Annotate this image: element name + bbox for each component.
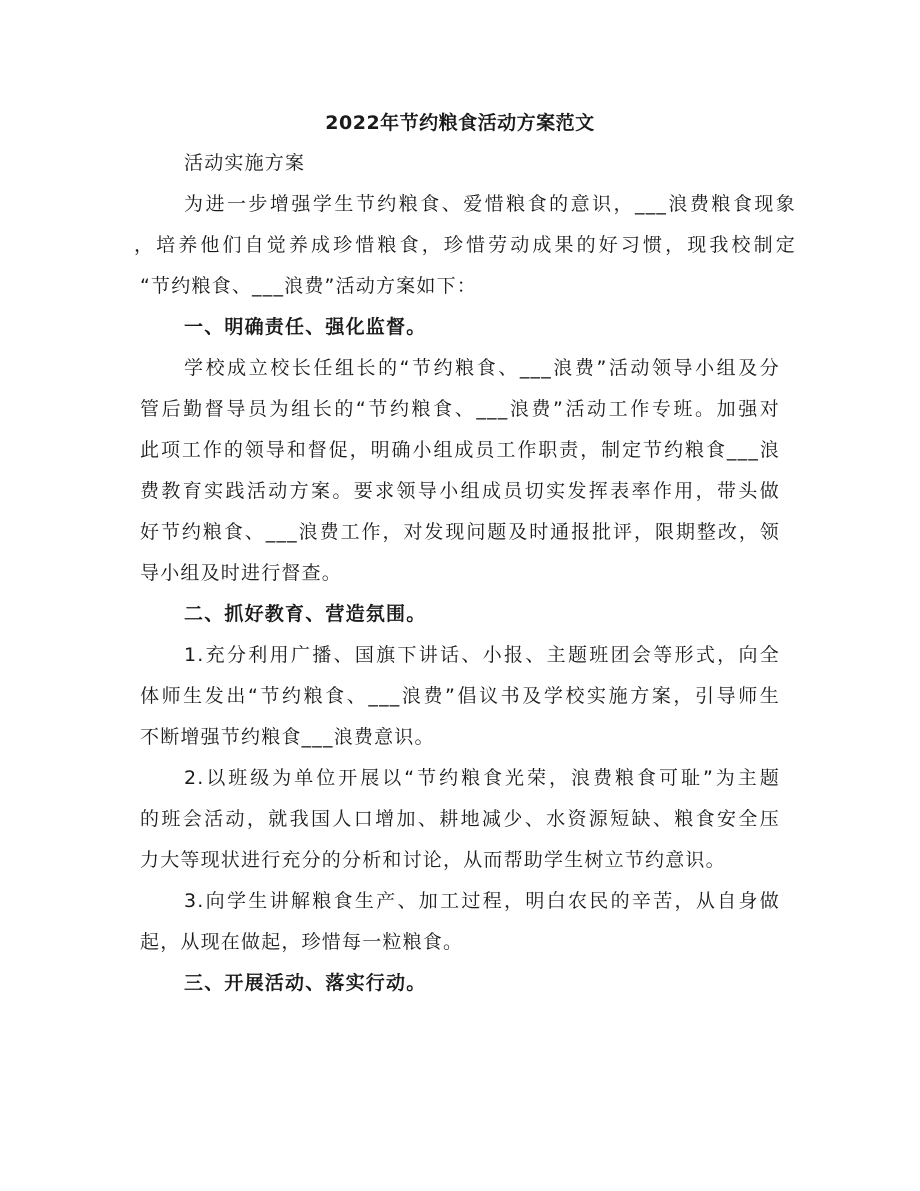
section-heading: 二、抓好教育、营造氛围。	[184, 603, 427, 625]
section-heading: 一、明确责任、强化监督。	[184, 316, 427, 338]
paragraph-line: 的班会活动，就我国人口增加、耕地减少、水资源短缺、粮食安全压	[140, 808, 780, 830]
paragraph-line: 起，从现在做起，珍惜每一粒粮食。	[140, 931, 464, 953]
paragraph-line: 3.向学生讲解粮食生产、加工过程，明白农民的辛苦，从自身做	[184, 890, 780, 912]
paragraph-line: 活动实施方案	[184, 152, 306, 174]
section-heading: 三、开展活动、落实行动。	[184, 972, 427, 994]
paragraph-line: 费教育实践活动方案。要求领导小组成员切实发挥表率作用，带头做	[140, 480, 780, 502]
paragraph-line: 此项工作的领导和督促，明确小组成员工作职责，制定节约粮食___浪	[140, 439, 780, 461]
paragraph-line: 不断增强节约粮食___浪费意识。	[140, 726, 435, 748]
paragraph-line: 好节约粮食、___浪费工作，对发现问题及时通报批评，限期整改，领	[140, 521, 780, 543]
paragraph-line: 1.充分利用广播、国旗下讲话、小报、主题班团会等形式，向全	[184, 644, 780, 666]
paragraph-line: 2.以班级为单位开展以“节约粮食光荣，浪费粮食可耻”为主题	[184, 767, 780, 789]
paragraph-line: 管后勤督导员为组长的“节约粮食、___浪费”活动工作专班。加强对	[140, 398, 780, 420]
paragraph-line: 为进一步增强学生节约粮食、爱惜粮食的意识，___浪费粮食现象	[184, 193, 796, 215]
paragraph-line: 力大等现状进行充分的分析和讨论，从而帮助学生树立节约意识。	[140, 849, 726, 871]
paragraph-line: 学校成立校长任组长的“节约粮食、___浪费”活动领导小组及分	[184, 357, 780, 379]
paragraph-line: ，培养他们自觉养成珍惜粮食，珍惜劳动成果的好习惯，现我校制定	[134, 234, 796, 256]
paragraph-line: “节约粮食、___浪费”活动方案如下：	[140, 275, 477, 297]
paragraph-line: 体师生发出“节约粮食、___浪费”倡议书及学校实施方案，引导师生	[140, 685, 780, 707]
document-title: 2022年节约粮食活动方案范文	[325, 112, 595, 134]
paragraph-line: 导小组及时进行督查。	[140, 562, 343, 584]
